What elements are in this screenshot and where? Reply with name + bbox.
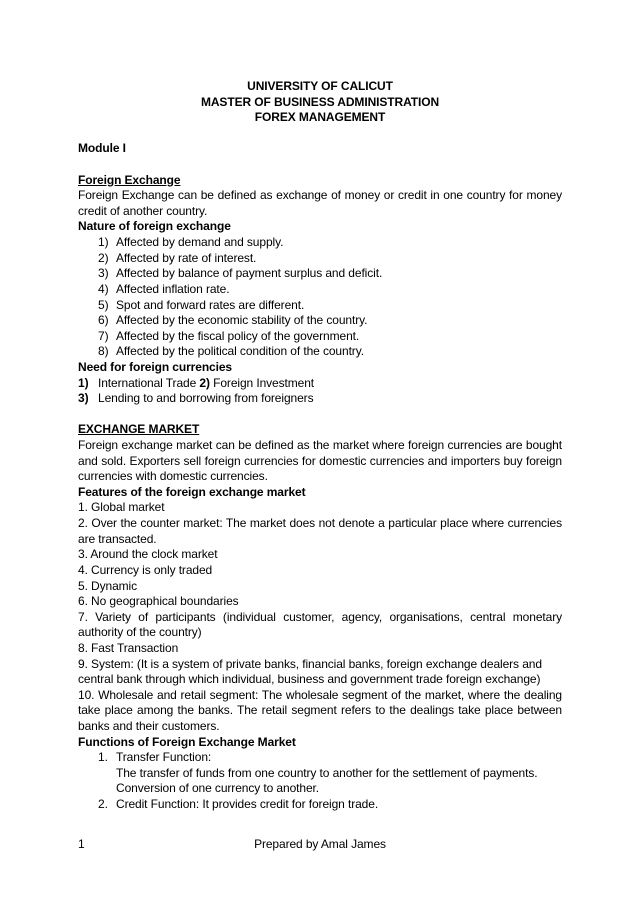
definition-line: credit of another country. xyxy=(78,203,208,218)
footer-author: Prepared by Amal James xyxy=(254,837,386,851)
module-heading: Module I xyxy=(78,141,126,156)
course-title: FOREX MANAGEMENT xyxy=(254,110,386,125)
function-detail: Conversion of one currency to another. xyxy=(116,781,319,796)
page-footer xyxy=(78,836,562,852)
feature-item: authority of the country) xyxy=(78,625,202,640)
nature-item: 4) Affected inflation rate. xyxy=(98,281,230,296)
function-item: 1. Transfer Function: xyxy=(98,750,212,765)
program-title: MASTER OF BUSINESS ADMINISTRATION xyxy=(200,94,440,109)
feature-item: 3. Around the clock market xyxy=(78,547,218,562)
feature-item: are transacted. xyxy=(78,531,157,546)
nature-heading: Nature of foreign exchange xyxy=(78,219,231,234)
exchange-market-heading: EXCHANGE MARKET xyxy=(78,422,200,437)
need-item: 3) Lending to and borrowing from foreigners xyxy=(78,391,314,406)
feature-item: 1. Global market xyxy=(78,500,165,515)
feature-item: take place among the banks. The retail segment refers to the dealings take place between xyxy=(78,703,562,718)
need-item: 1) International Trade 2) Foreign Investment xyxy=(78,375,315,390)
nature-item: 2) Affected by rate of interest. xyxy=(98,250,257,265)
feature-item: 6. No geographical boundaries xyxy=(78,594,239,609)
function-item: 2. Credit Function: It provides credit for foreign trade. xyxy=(98,797,379,812)
need-heading: Need for foreign currencies xyxy=(78,359,233,374)
page-content xyxy=(78,79,562,813)
page-number: 1 xyxy=(78,837,85,851)
features-heading: Features of the foreign exchange market xyxy=(78,484,306,499)
feature-item: central bank through which individual, business and government trade foreign exchange) xyxy=(78,672,541,687)
paragraph-line: currencies with domestic currencies. xyxy=(78,469,268,484)
definition-line: Foreign Exchange can be defined as exchange of money or credit in one country for money xyxy=(78,188,562,203)
feature-item: 7. Variety of participants (individual customer, agency, organisations, central monetary xyxy=(78,609,562,624)
nature-item: 5) Spot and forward rates are different. xyxy=(98,297,305,312)
university-title: UNIVERSITY OF CALICUT xyxy=(247,79,393,93)
feature-item: 9. System: (It is a system of private banks, financial banks, foreign exchange dealers and xyxy=(78,656,542,671)
nature-item: 6) Affected by the economic stability of the country. xyxy=(98,313,368,328)
feature-item: banks and their customers. xyxy=(78,718,220,733)
feature-item: 5. Dynamic xyxy=(78,578,138,593)
foreign-exchange-heading: Foreign Exchange xyxy=(78,172,181,187)
function-detail: The transfer of funds from one country to another for the settlement of payments. xyxy=(116,765,538,780)
feature-item: 8. Fast Transaction xyxy=(78,640,179,655)
paragraph-line: Foreign exchange market can be defined as the market where foreign currencies are bought xyxy=(78,438,562,453)
functions-heading: Functions of Foreign Exchange Market xyxy=(78,734,296,749)
feature-item: 4. Currency is only traded xyxy=(78,562,213,577)
feature-item: 10. Wholesale and retail segment: The wholesale segment of the market, where the dealing xyxy=(78,687,562,702)
nature-item: 8) Affected by the political condition of the country. xyxy=(98,344,364,359)
feature-item: 2. Over the counter market: The market does not denote a particular place where currencies xyxy=(78,516,562,531)
nature-item: 7) Affected by the fiscal policy of the government. xyxy=(98,328,360,343)
nature-item: 3) Affected by balance of payment surplus and deficit. xyxy=(98,266,383,281)
nature-item: 1) Affected by demand and supply. xyxy=(98,235,284,250)
paragraph-line: and sold. Exporters sell foreign currencies for domestic currencies and importers buy foreign xyxy=(78,453,562,468)
